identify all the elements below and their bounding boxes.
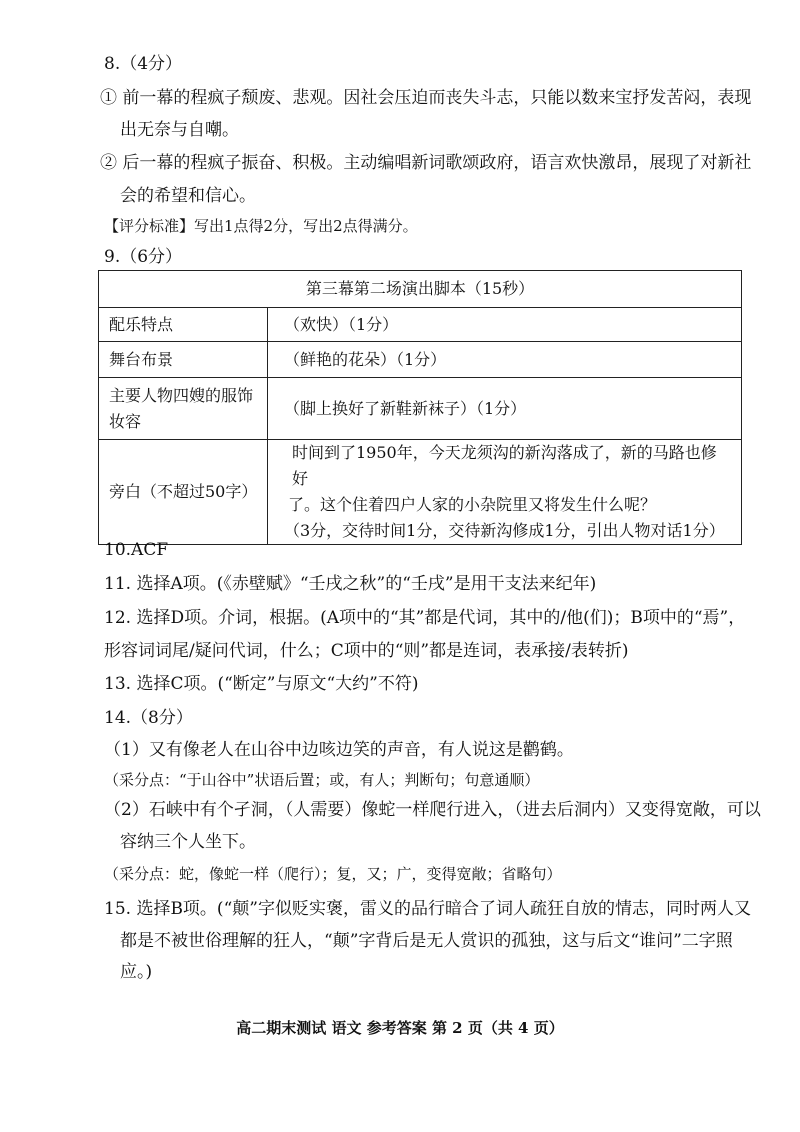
q14-answer2-line2: 容纳三个人坐下。 [120,832,256,852]
q8-header: 8.（4分） [104,54,183,74]
row-narration-value [268,440,742,545]
row-music-label: 配乐特点 [99,308,268,342]
q8-item2-line2: 会的希望和信心。 [120,186,256,206]
q8-scoring: 【评分标准】写出1点得2分，写出2点得满分。 [104,217,418,235]
q12-line2: 形容词词尾/疑问代词，什么；C项中的“则”都是连词，表承接/表转折) [104,641,629,661]
q14-answer1: （1）又有像老人在山谷中边咳边笑的声音，有人说这是鹳鹤。 [104,740,574,760]
q14-scoring1: （采分点：“于山谷中”状语后置；或，有人；判断句；句意通顺） [104,771,540,789]
q9-header: 9.（6分） [104,247,183,267]
narration-line3: （3分，交待时间1分，交待新沟修成1分，引出人物对话1分） [284,521,725,540]
q14-scoring2: （采分点：蛇，像蛇一样（爬行）；复，又；广，变得宽敞；省略句） [104,865,562,883]
row-costume-value: （脚上换好了新鞋新袜子）（1分） [268,378,742,440]
q14-answer2-line1: （2）石峡中有个孑洞，（人需要）像蛇一样爬行进入，（进去后洞内）又变得宽敞，可以 [104,800,761,820]
row-music-value: （欢快）（1分） [268,308,742,342]
q15-line3: 应。) [120,962,153,982]
narration-line1: 时间到了1950年，今天龙须沟的新沟落成了，新的马路也修好 [292,443,717,488]
row-narration-label: 旁白（不超过50字） [99,440,268,545]
q11-answer: 11. 选择A项。(《赤壁赋》“壬戌之秋”的“壬戌”是用干支法来纪年) [104,574,597,594]
row-costume-label: 主要人物四嫂的服饰妆容 [99,378,268,440]
q8-item1-line1: ① 前一幕的程疯子颓废、悲观。因社会压迫而丧失斗志，只能以数来宝抒发苦闷，表现 [100,88,752,108]
q15-line2: 都是不被世俗理解的狂人，“颠”字背后是无人赏识的孤独，这与后文“谁问”二字照 [120,931,733,951]
q8-item1-line2: 出无奈与自嘲。 [120,120,239,140]
q8-item2-line1: ② 后一幕的程疯子振奋、积极。主动编唱新词歌颂政府，语言欢快激昂，展现了对新社 [100,153,752,173]
q14-header: 14.（8分） [104,708,193,728]
narration-line2: 了。这个住着四户人家的小杂院里又将发生什么呢？ [288,495,657,514]
q13-answer: 13. 选择C项。(“断定”与原文“大约”不符) [104,674,419,694]
q10-answer: 10.ACF [104,540,169,560]
q12-line1: 12. 选择D项。介词，根据。(A项中的“其”都是代词，其中的/他(们)；B项中的“焉”， [104,608,746,628]
row-stage-label: 舞台布景 [99,342,268,378]
script-table [98,270,742,545]
page-footer: 高二期末测试 语文 参考答案 第 2 页（共 4 页） [236,1019,564,1037]
row-stage-value: （鲜艳的花朵）（1分） [268,342,742,378]
script-table-title: 第三幕第二场演出脚本（15秒） [99,271,742,308]
q15-line1: 15. 选择B项。(“颠”字似贬实褒，雷义的品行暗合了词人疏狂自放的情志，同时两人又 [104,899,751,919]
